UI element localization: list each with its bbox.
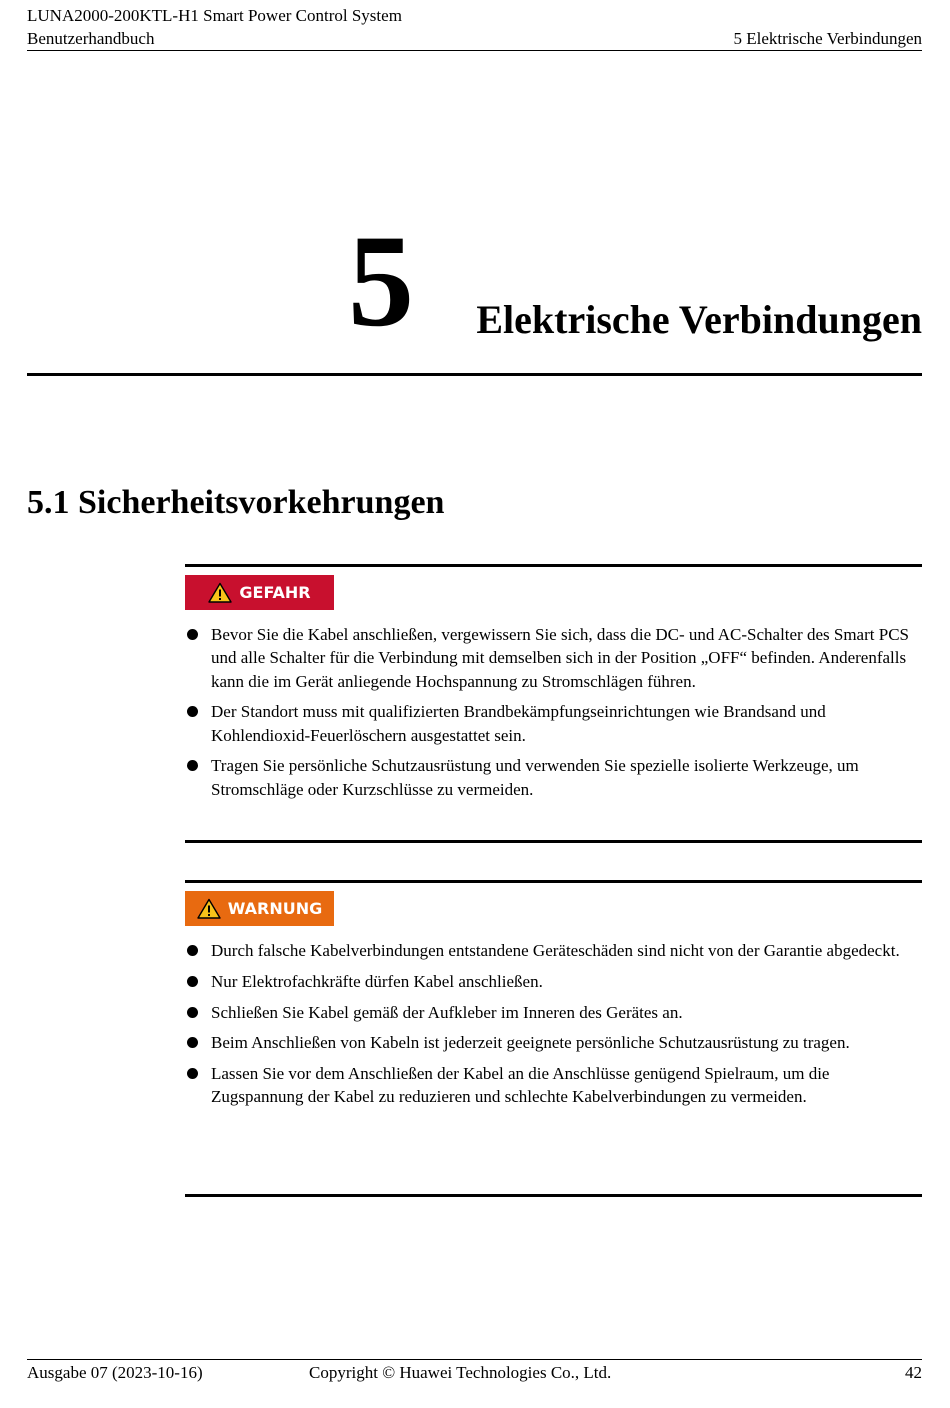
- header-rule: [27, 50, 922, 51]
- danger-bottom-rule: [185, 840, 922, 843]
- warning-item: [185, 1062, 922, 1109]
- bullet-icon: [187, 629, 198, 640]
- footer-copyright: Copyright © Huawei Technologies Co., Ltd.: [309, 1363, 612, 1382]
- danger-badge: [185, 575, 334, 610]
- warning-item-text: Lassen Sie vor dem Anschließen der Kabel an die Anschlüsse genügend Spielraum, um die Zugspannung der Kabel zu reduzieren und schlechte Kabelverbindungen zu vermeiden.: [211, 1064, 830, 1107]
- warning-item-text: Nur Elektrofachkräfte dürfen Kabel anschließen.: [211, 971, 543, 991]
- danger-item-text: Der Standort muss mit qualifizierten Brandbekämpfungseinrichtungen wie Brandsand und Kohlendioxid-Feuerlöschern ausgestattet sein.: [211, 702, 826, 745]
- danger-item: [185, 700, 922, 747]
- section-title: 5.1 Sicherheitsvorkehrungen: [27, 484, 445, 521]
- warning-item: [185, 1001, 922, 1024]
- footer-rule: [27, 1359, 922, 1360]
- warning-item-text: Durch falsche Kabelverbindungen entstandene Geräteschäden sind nicht von der Garantie abgedeckt.: [211, 941, 900, 960]
- footer-edition: Ausgabe 07 (2023-10-16): [27, 1363, 203, 1382]
- warning-item: [185, 939, 922, 962]
- warning-top-rule: [185, 880, 922, 883]
- bullet-icon: [187, 760, 198, 771]
- chapter-title: Elektrische Verbindungen: [476, 297, 922, 342]
- warning-label: WARNUNG: [227, 899, 323, 918]
- warning-item: [185, 1031, 922, 1054]
- footer-page-number: 42: [905, 1363, 922, 1382]
- header-product: LUNA2000-200KTL-H1 Smart Power Control System: [27, 6, 402, 25]
- danger-item-text: Tragen Sie persönliche Schutzausrüstung und verwenden Sie spezielle isolierte Werkzeuge, um Stromschläge oder Kurzschlüsse zu vermeiden.: [211, 756, 859, 799]
- danger-top-rule: [185, 564, 922, 567]
- bullet-icon: [187, 1068, 198, 1079]
- chapter-rule: [27, 373, 922, 376]
- header-doc-type: Benutzerhandbuch: [27, 29, 155, 48]
- chapter-number: 5: [348, 207, 414, 354]
- bullet-icon: [187, 1037, 198, 1048]
- bullet-icon: [187, 945, 198, 956]
- bullet-icon: [187, 706, 198, 717]
- bullet-icon: [187, 976, 198, 987]
- bullet-icon: [187, 1007, 198, 1018]
- danger-label: GEFAHR: [239, 583, 311, 602]
- danger-list: [185, 623, 922, 809]
- warning-item: [185, 970, 922, 993]
- header-chapter-ref: 5 Elektrische Verbindungen: [733, 29, 922, 48]
- danger-item-text: Bevor Sie die Kabel anschließen, vergewissern Sie sich, dass die DC- und AC-Schalter des Smart PCS und alle Schalter für die Verbindung mit demselben sich in der Position „OFF“ befinden. Anderenfalls kann die im Gerät anliegende Hochspannung zu Stromschlägen führen.: [211, 625, 909, 691]
- warning-triangle-icon: [197, 898, 221, 919]
- danger-item: [185, 754, 922, 801]
- warning-item-text: Beim Anschließen von Kabeln ist jederzeit geeignete persönliche Schutzausrüstung zu tragen.: [211, 1033, 850, 1053]
- warning-list: [185, 939, 922, 1116]
- warning-bottom-rule: [185, 1194, 922, 1197]
- danger-item: [185, 623, 922, 693]
- warning-badge: [185, 891, 334, 926]
- warning-triangle-icon: [208, 582, 232, 603]
- warning-item-text: Schließen Sie Kabel gemäß der Aufkleber im Inneren des Gerätes an.: [211, 1002, 683, 1022]
